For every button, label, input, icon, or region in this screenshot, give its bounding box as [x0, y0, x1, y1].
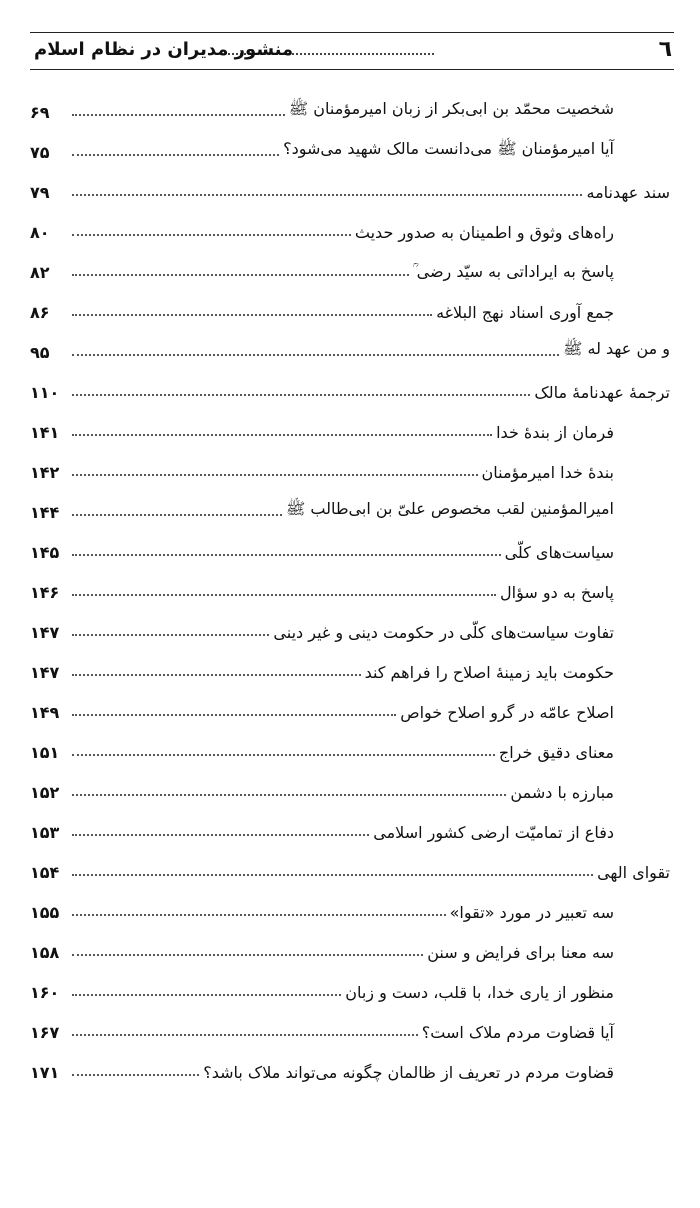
dot-leader	[72, 433, 492, 436]
dot-leader	[72, 593, 496, 596]
toc-entry-title: جمع آوری اسناد نهج البلاغه	[436, 303, 614, 322]
dot-leader	[72, 713, 396, 716]
toc-page-number: ۱۵۳	[30, 823, 60, 842]
dot-leader	[72, 113, 285, 116]
dot-leader	[72, 1033, 418, 1036]
toc-entry-title: تقوای الهی	[597, 863, 670, 882]
dot-leader	[72, 873, 593, 876]
toc-entry-title: امیرالمؤمنین لقب مخصوص علیّ بن ابی‌طالب ﷺ	[285, 499, 614, 518]
dot-leader	[72, 353, 559, 356]
toc-entry-title: سیاست‌های کلّی	[504, 543, 614, 562]
toc-page-number: ۱۶۷	[30, 1023, 60, 1042]
toc-page-number: ۷۵	[30, 143, 50, 162]
toc-entry-title: منظور از یاری خدا، با قلب، دست و زبان	[345, 983, 614, 1002]
toc-entry	[30, 655, 614, 685]
toc-entry-title: آیا امیرمؤمنان ﷺ می‌دانست مالک شهید می‌شود؟	[283, 139, 614, 158]
toc-entry	[30, 895, 614, 925]
toc-entry-title: اصلاح عامّه در گرو اصلاح خواص	[400, 703, 614, 722]
toc-entry	[30, 535, 614, 565]
toc-page-number: ۱۱۰	[30, 383, 60, 402]
dot-leader	[72, 673, 361, 676]
toc-entry	[30, 855, 670, 885]
dot-leader	[72, 993, 341, 996]
toc-entry-title: مبارزه با دشمن	[510, 783, 614, 802]
toc-page-number: ۶۹	[30, 103, 50, 122]
page-number: ٦	[658, 37, 672, 62]
toc-entry	[30, 735, 614, 765]
dot-leader	[72, 633, 269, 636]
toc-entry-title: ترجمهٔ عهدنامهٔ مالک	[534, 383, 670, 402]
running-header	[30, 32, 674, 70]
dot-leader	[72, 753, 495, 756]
toc-page-number: ۱۵۲	[30, 783, 60, 802]
toc-entry-title: فرمان از بندهٔ خدا	[496, 423, 614, 442]
toc-entry-title: سه تعبیر در مورد «تقوا»	[449, 903, 614, 922]
toc-entry-title: تفاوت سیاست‌های کلّی در حکومت دینی و غیر دینی	[273, 623, 614, 642]
toc-entry-title: آیا قضاوت مردم ملاک است؟	[421, 1023, 614, 1042]
dot-leader	[72, 313, 432, 316]
toc-entry	[30, 335, 670, 365]
dot-leader	[72, 953, 423, 956]
toc-entry	[30, 495, 614, 525]
toc-page-number: ۱۵۸	[30, 943, 60, 962]
toc-page-number: ۸۲	[30, 263, 50, 282]
toc-entry-title: سه معنا برای فرایض و سنن	[427, 943, 614, 962]
toc-page-number: ۱۷۱	[30, 1063, 60, 1082]
dot-leader	[72, 273, 409, 276]
toc-entry-title: حکومت باید زمینهٔ اصلاح را فراهم کند	[364, 663, 614, 682]
toc-entry	[30, 455, 614, 485]
dot-leader	[72, 1073, 199, 1076]
toc-entry	[30, 935, 614, 965]
toc-entry	[30, 575, 614, 605]
toc-entry	[30, 695, 614, 725]
toc-page-number: ۱۴۴	[30, 503, 60, 522]
toc-page-number: ۸۶	[30, 303, 50, 322]
toc-entry-title: دفاع از تمامیّت ارضی کشور اسلامی	[373, 823, 614, 842]
toc-page-number: ۱۵۵	[30, 903, 60, 922]
toc-page-number: ۱۴۹	[30, 703, 60, 722]
dot-leader	[72, 793, 506, 796]
toc-page-number: ۹۵	[30, 343, 50, 362]
toc-entry-title: پاسخ به ایراداتی به سیّد رضی ؒ	[412, 262, 614, 281]
toc-page-number: ۱۴۵	[30, 543, 60, 562]
dot-leader	[72, 913, 446, 916]
toc-entry-title: شخصیت محمّد بن ابی‌بکر از زبان امیرمؤمنان ﷺ	[288, 99, 614, 118]
toc-entry-title: پاسخ به دو سؤال	[500, 583, 614, 602]
toc-entry	[30, 255, 614, 285]
toc-page-number: ۱۴۷	[30, 623, 60, 642]
toc-entry	[30, 295, 614, 325]
toc-entry	[30, 1015, 614, 1045]
dot-leader	[72, 153, 279, 156]
dot-leader	[72, 833, 369, 836]
dot-leader	[72, 393, 530, 396]
toc-entry	[30, 975, 614, 1005]
toc-entry	[30, 815, 614, 845]
toc-entry	[30, 375, 670, 405]
dot-leader	[72, 513, 282, 516]
dot-leader	[72, 233, 351, 236]
toc-entry	[30, 135, 614, 165]
toc-entry	[30, 215, 614, 245]
toc-entry	[30, 175, 670, 205]
toc-entry-title: معنای دقیق خراج	[498, 743, 614, 762]
running-title: منشور مدیران در نظام اسلام	[34, 39, 294, 60]
dot-leader	[72, 553, 501, 556]
toc-entry-title: سند عهدنامه	[586, 183, 670, 202]
toc-page-number: ۱۴۷	[30, 663, 60, 682]
dot-leader	[72, 193, 582, 196]
toc-page-number: ۱۶۰	[30, 983, 60, 1002]
toc-entry	[30, 775, 614, 805]
toc-entry	[30, 95, 614, 125]
toc-entry-title: بندهٔ خدا امیرمؤمنان	[481, 463, 614, 482]
toc-entry-title: راه‌های وثوق و اطمینان به صدور حدیث	[354, 223, 614, 242]
toc-page-number: ۱۴۱	[30, 423, 60, 442]
toc-entry	[30, 1055, 614, 1085]
toc-page-number: ۱۵۴	[30, 863, 60, 882]
toc-entry	[30, 615, 614, 645]
toc-entry-title: و من عهد له ﷺ	[563, 339, 670, 358]
toc-entry	[30, 415, 614, 445]
toc-page-number: ۱۴۶	[30, 583, 60, 602]
toc-page-number: ۱۴۲	[30, 463, 60, 482]
toc-page-number: ۷۹	[30, 183, 50, 202]
dot-leader	[72, 473, 478, 476]
toc-page-number: ۱۵۱	[30, 743, 60, 762]
toc-entry-title: قضاوت مردم در تعریف از ظالمان چگونه می‌تواند ملاک باشد؟	[203, 1063, 614, 1082]
toc-page-number: ۸۰	[30, 223, 50, 242]
